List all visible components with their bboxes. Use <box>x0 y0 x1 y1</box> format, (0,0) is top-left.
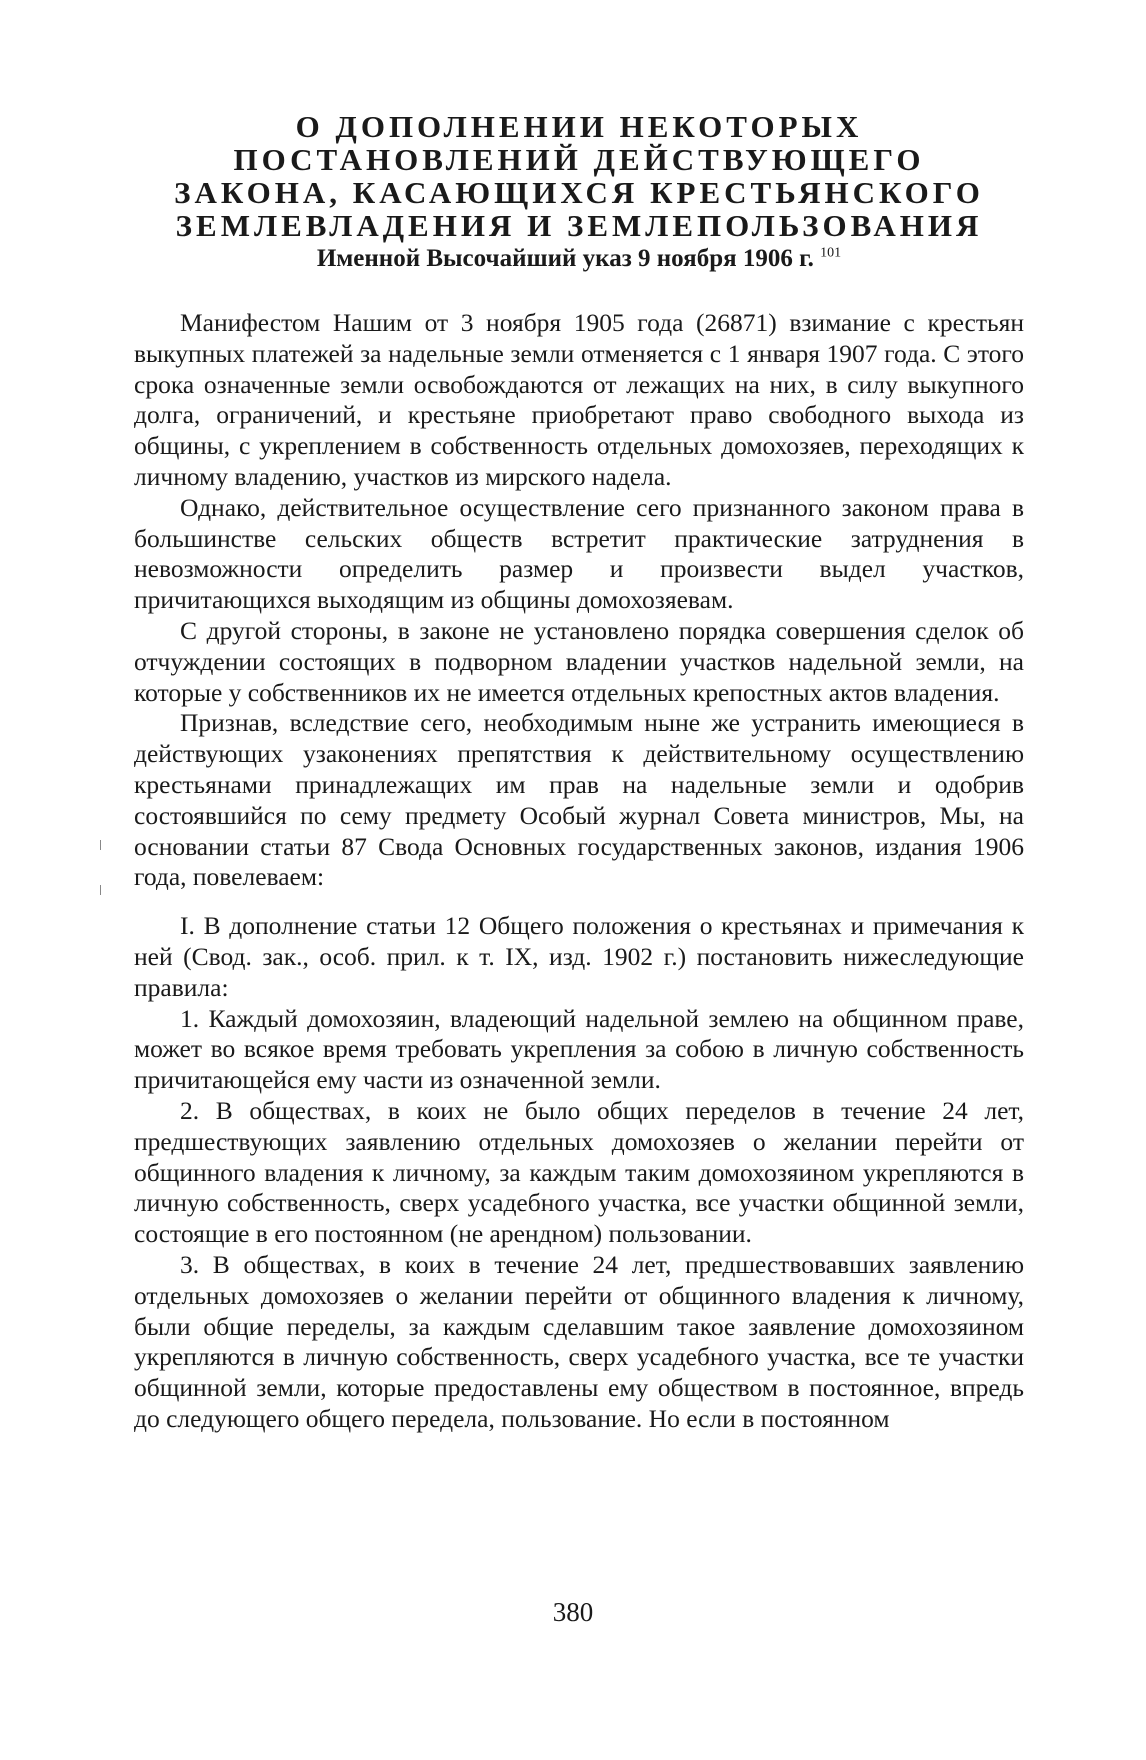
paragraph: С другой стороны, в законе не установлено порядка совершения сделок об отчуждении состоящих в подворном владении участков надельной земли, на которые у собственников их не имеется отдельных крепостных актов владения. <box>134 615 1024 707</box>
document-title <box>134 110 1024 242</box>
subtitle-text: Именной Высочайший указ 9 ноября 1906 г. <box>316 245 814 272</box>
title-line: О ДОПОЛНЕНИИ НЕКОТОРЫХ <box>295 109 863 144</box>
document-page <box>134 110 1024 1435</box>
page-number: 380 <box>552 1597 594 1627</box>
paragraph: Признав, вследствие сего, необходимым ныне же устранить имеющиеся в действующих узаконениях препятствия к действительному осуществлению крестьянами принадлежащих им прав на надельные земли и одобрив состоявшийся по сему предмету Особый журнал Совета министров, Мы, на основании статьи 87 Свода Основных государственных законов, издания 1906 года, повелеваем: <box>134 708 1024 892</box>
paragraph: Манифестом Нашим от 3 ноября 1905 года (26871) взимание с крестьян выкупных платежей за надельные земли отменяется с 1 января 1907 года. С этого срока означенные земли освобождаются от лежащих на них, в силу выкупного долга, ограничений, и крестьяне приобретают право свободного выхода из общины, с укреплением в собственность отдельных домохозяев, переходящих к личному владению, участков из мирского надела. <box>134 308 1024 491</box>
title-line: ЗАКОНА, КАСАЮЩИХСЯ КРЕСТЬЯНСКОГО <box>174 175 984 210</box>
paragraph: 1. Каждый домохозяин, владеющий надельной землею на общинном праве, может во всякое время требовать укрепления за собою в личную собственность причитающейся ему части из означенной земли. <box>134 1003 1024 1095</box>
document-body <box>134 308 1024 1435</box>
paragraph: 3. В обществах, в коих в течение 24 лет, предшествовавших заявлению отдельных домохозяев о желании перейти от общинного владения к личному, были общие переделы, за каждым сделавшим такое заявление домохозяином укрепляются в личную собственность, сверх усадебного участка, все те участки общинной земли, которые предоставлены ему обществом в постоянное, впредь до следующего общего передела, пользование. Но если в постоянном <box>134 1249 1024 1433</box>
margin-mark <box>100 840 101 850</box>
paragraph: Однако, действительное осуществление сего признанного законом права в большинстве сельских обществ встретит практические затруднения в невозможности определить размер и произвести выдел участков, причитающихся выходящим из общины домохозяевам. <box>134 492 1024 615</box>
margin-mark <box>100 885 101 895</box>
title-line: ПОСТАНОВЛЕНИЙ ДЕЙСТВУЮЩЕГО <box>233 142 925 177</box>
title-line: ЗЕМЛЕВЛАДЕНИЯ И ЗЕМЛЕПОЛЬЗОВАНИЯ <box>175 208 983 243</box>
paragraph: I. В дополнение статьи 12 Общего положения о крестьянах и примечания к ней (Свод. зак., особ. прил. к т. IX, изд. 1902 г.) постановить нижеследующие правила: <box>134 911 1024 1002</box>
document-subtitle <box>134 244 1024 274</box>
footnote-reference: 101 <box>820 245 842 261</box>
paragraph: 2. В обществах, в коих не было общих переделов в течение 24 лет, предшествующих заявлению отдельных домохозяев о желании перейти от общинного владения к личному, за каждым таким домохозяином укрепляются в личную собственность, сверх усадебного участка, все участки общинной земли, состоящие в его постоянном (не арендном) пользовании. <box>134 1095 1024 1249</box>
